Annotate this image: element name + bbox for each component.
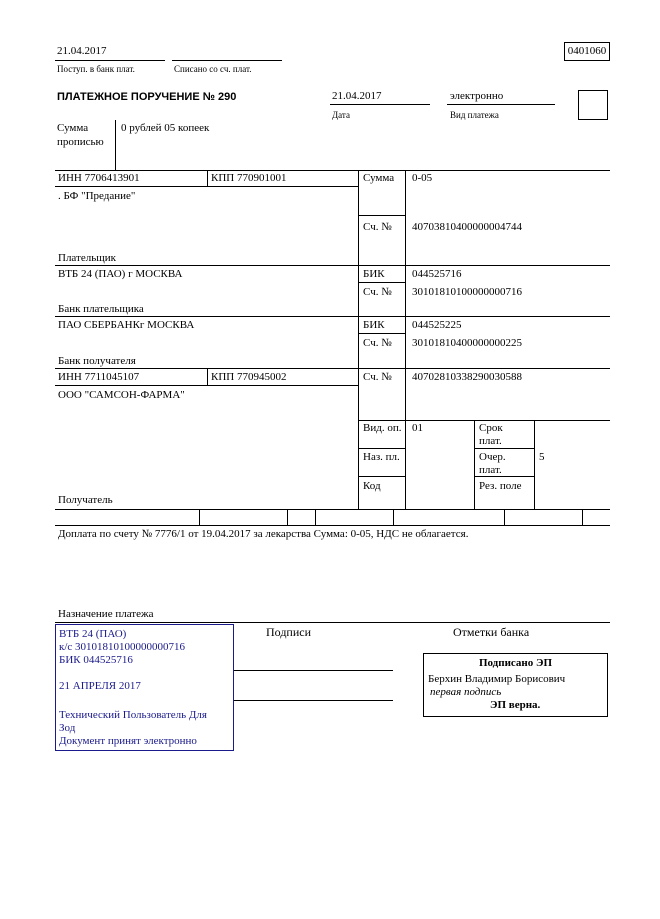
grid-line: [474, 420, 475, 509]
payment-type: электронно: [450, 90, 504, 102]
amount-words-label-2: прописью: [57, 136, 104, 148]
payer-account-label: Сч. №: [363, 221, 392, 233]
form-code: 0401060: [564, 42, 610, 61]
payer-bik-label: БИК: [363, 268, 385, 280]
received-date-line: [55, 60, 165, 61]
payer-name: . БФ "Предание": [58, 190, 136, 202]
payer-label: Плательщик: [58, 252, 116, 264]
grid-line: [55, 509, 610, 510]
stamp-bank-name: ВТБ 24 (ПАО): [59, 628, 127, 640]
grid-line: [55, 525, 610, 526]
grid-line: [358, 215, 405, 216]
payee-bank-label: Банк получателя: [58, 355, 136, 367]
payee-bik-label: БИК: [363, 319, 385, 331]
payment-type-label: Вид платежа: [450, 110, 499, 120]
second-signature-line: [233, 700, 393, 701]
grid-line: [358, 420, 610, 421]
stamp-corr-account: к/с 30101810100000000716: [59, 641, 186, 653]
grid-line: [474, 448, 534, 449]
grid-line: [55, 385, 358, 386]
grid-line: [582, 509, 583, 525]
bank-marks-label: Отметки банка: [453, 625, 530, 639]
grid-line: [358, 448, 405, 449]
payee-label: Получатель: [58, 494, 113, 506]
e-signature-role: первая подпись: [430, 686, 502, 698]
grid-line: [55, 368, 610, 369]
payer-account: 40703810400000004744: [412, 221, 522, 233]
stamp-user-2: Зод: [59, 722, 76, 734]
bank-stamp: [55, 624, 234, 751]
date-label: Дата: [332, 110, 350, 120]
reserve-label: Рез. поле: [479, 480, 522, 492]
amount-words-label-1: Сумма: [57, 122, 89, 134]
payment-purpose-label: Назначение платежа: [58, 608, 154, 620]
received-date: 21.04.2017: [57, 45, 107, 57]
e-signature-title: Подписано ЭП: [478, 657, 553, 669]
payee-kpp: КПП 770945002: [211, 371, 287, 383]
grid-line: [55, 316, 610, 317]
payee-bank-account-label: Сч. №: [363, 337, 392, 349]
grid-line: [504, 509, 505, 525]
e-signature-box: [423, 653, 608, 717]
payer-kpp: КПП 770901001: [211, 172, 287, 184]
term-label-2: плат.: [479, 435, 502, 447]
amount-label: Сумма: [363, 172, 395, 184]
grid-line: [393, 509, 394, 525]
stamp-accepted: Документ принят электронно: [59, 735, 197, 747]
stamp-date: 21 АПРЕЛЯ 2017: [59, 680, 141, 692]
signatures-label: Подписи: [266, 625, 312, 639]
debited-label: Списано со сч. плат.: [174, 64, 252, 74]
stamp-bik: БИК 044525716: [59, 654, 133, 666]
payer-bank-label: Банк плательщика: [58, 303, 144, 315]
grid-line: [534, 420, 535, 509]
payer-bank-account-label: Сч. №: [363, 286, 392, 298]
payer-bank-name: ВТБ 24 (ПАО) г МОСКВА: [58, 268, 183, 280]
document-date: 21.04.2017: [332, 90, 382, 102]
payee-bik: 044525225: [412, 319, 462, 331]
amount-words-value: 0 рублей 05 копеек: [121, 122, 210, 134]
payee-bank-name: ПАО СБЕРБАНКг МОСКВА: [58, 319, 195, 331]
order-label-1: Очер.: [479, 451, 506, 463]
order-label-2: плат.: [479, 464, 502, 476]
grid-line: [358, 333, 405, 334]
grid-line: [358, 170, 359, 509]
grid-line: [199, 509, 200, 525]
grid-line: [207, 170, 208, 186]
payment-type-line: [447, 104, 555, 105]
grid-line: [474, 476, 534, 477]
grid-line: [207, 368, 208, 385]
grid-line: [55, 186, 358, 187]
code-label: Код: [363, 480, 381, 492]
purpose-line: [55, 622, 610, 623]
op-type-label: Вид. оп.: [363, 422, 402, 434]
grid-line: [55, 265, 610, 266]
amount-value: 0-05: [412, 172, 433, 184]
payer-bik: 044525716: [412, 268, 462, 280]
grid-line: [287, 509, 288, 525]
payee-account: 40702810338290030588: [412, 371, 522, 383]
payee-name: ООО "САМСОН-ФАРМА": [58, 389, 185, 401]
grid-line: [405, 170, 406, 509]
date-line: [330, 104, 430, 105]
payee-inn: ИНН 7711045107: [58, 371, 140, 383]
payer-bank-account: 30101810100000000716: [412, 286, 522, 298]
stamp-user-1: Технический Пользователь Для: [59, 709, 207, 721]
e-signature-status: ЭП верна.: [490, 699, 541, 711]
payment-purpose-text: Доплата по счету № 7776/1 от 19.04.2017 за лекарства Сумма: 0-05, НДС не облагается.: [58, 528, 469, 540]
grid-line: [315, 509, 316, 525]
order-value: 5: [539, 451, 545, 463]
op-type-value: 01: [412, 422, 423, 434]
purpose-code-label: Наз. пл.: [363, 451, 400, 463]
payee-bank-account: 30101810400000000225: [412, 337, 522, 349]
document-title: ПЛАТЕЖНОЕ ПОРУЧЕНИЕ № 290: [57, 91, 237, 103]
e-signature-signer: Берхин Владимир Борисович: [428, 673, 566, 685]
payer-inn: ИНН 7706413901: [58, 172, 140, 184]
term-label-1: Срок: [479, 422, 503, 434]
status-box: [578, 90, 608, 120]
first-signature-line: [233, 670, 393, 671]
payee-account-label: Сч. №: [363, 371, 392, 383]
grid-line: [358, 282, 405, 283]
debited-date-line: [172, 60, 282, 61]
amount-words-divider: [115, 120, 116, 170]
received-label: Поступ. в банк плат.: [57, 64, 135, 74]
grid-line: [358, 476, 405, 477]
grid-line: [55, 170, 610, 171]
